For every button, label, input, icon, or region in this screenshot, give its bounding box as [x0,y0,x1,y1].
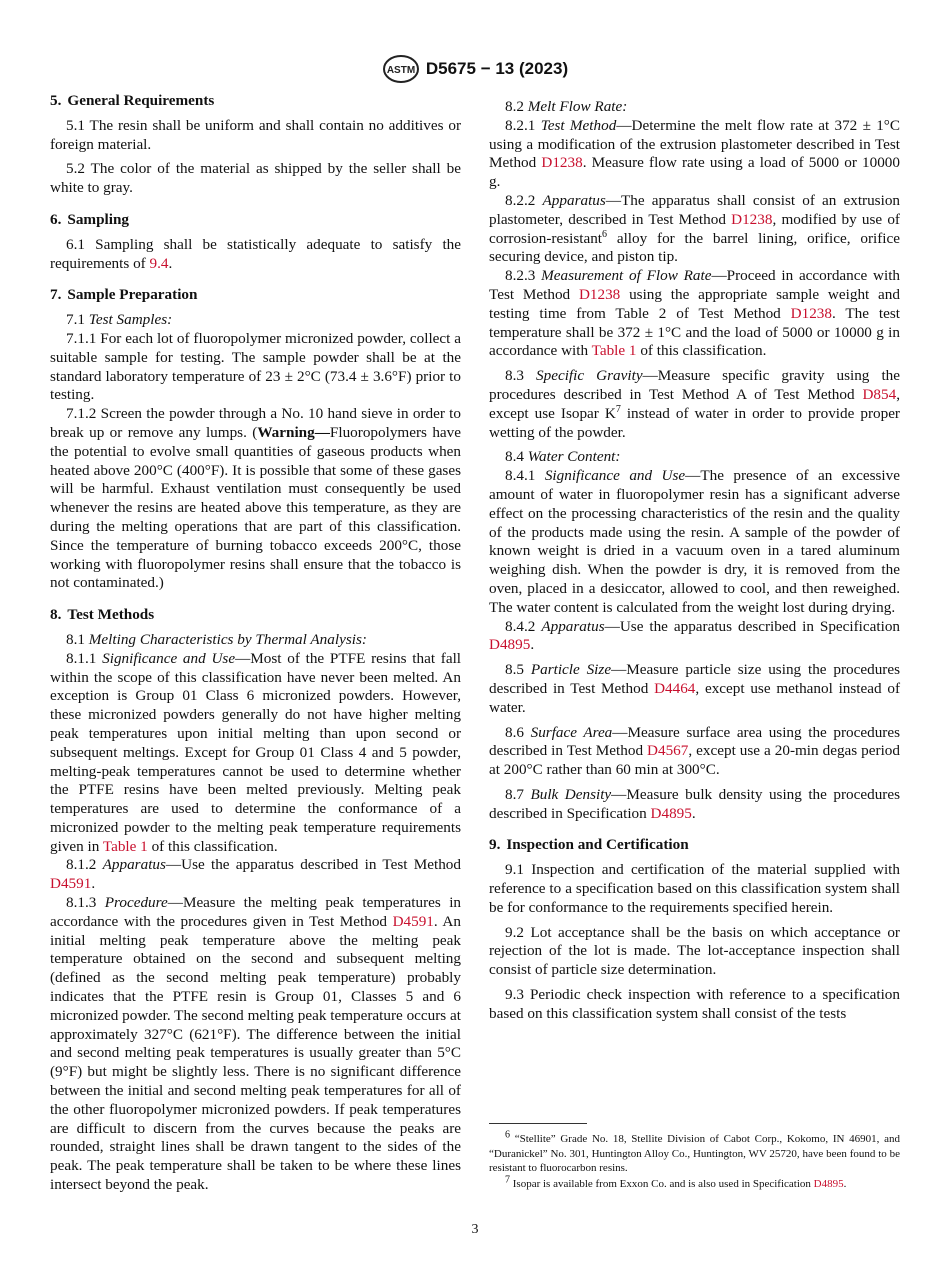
paragraph-8-4-2: 8.4.2 Apparatus—Use the apparatus described in Specification D4895. [489,617,901,654]
link-d4591[interactable]: D4591 [50,875,92,893]
link-d1238[interactable]: D1238 [578,285,621,303]
link-d4567[interactable]: D4567 [647,742,689,760]
paragraph-8-6: 8.6 Surface Area—Measure surface area using the procedures described in Test Method D4567, except use a 20-min degas period at 200°C rather than 60 min at 300°C. [489,723,901,779]
paragraph-8-2-2: 8.2.2 Apparatus—The apparatus shall consist of an extrusion plastometer, described in Test Method D1238, modified by use of corrosion-resistant$^6$ alloy for the barrel lining, orifice, orifice securing device, and piston tip. [489,191,901,266]
left-column [50,92,461,1195]
paragraph-5-1: 5.1 The resin shall be uniform and shall contain no additives or foreign material. [50,116,461,153]
section-5-heading: 5. General Requirements [50,92,215,109]
paragraph-9-2: 9.2 Lot acceptance shall be the basis on which acceptance or rejection of the lot is made. The lot-acceptance inspection shall consist of particle size determination. [489,923,900,979]
paragraph-7-1-1: 7.1.1 For each lot of fluoropolymer micronized powder, collect a suitable sample for testing. The sample powder shall be at the standard laboratory temperature of 23 ± 2°C (73.4 ± 3.6°F) prior to testing. [50,329,461,404]
section-6-heading: 6. Sampling [50,210,130,228]
link-table-1[interactable]: Table 1 [102,837,148,855]
link-d4591[interactable]: D4591 [392,912,434,930]
section-7-heading: 7. Sample Preparation [50,286,198,304]
footnote-ref-6[interactable]: 6 [602,228,608,240]
section-9-heading: 9. Inspection and Certification [489,836,689,854]
page-header [0,52,950,86]
svg-text:ASTM: ASTM [386,65,416,76]
paragraph-8-4-1: 8.4.1 Significance and Use—The presence of an excessive amount of water in fluoropolymer resin has a significant adverse effect on the processing characteristics of the resin and the quality of the products made using the resin. A sample of the powder of known weight is dried in a vacuum oven in a tared aluminum weighing dish. When the powder is dry, it is removed from the oven, placed in a desiccator, allowed to cool, and then reweighed. The water content is calculated from the weight lost during drying. [489,467,900,616]
paragraph-6-1: 6.1 Sampling shall be statistically adequate to satisfy the requirements of 9.4. [50,235,461,272]
paragraph-8-1: 8.1 Melting Characteristics by Thermal Analysis: [66,630,367,648]
paragraph-7-1: 7.1 Test Samples: [66,311,173,329]
link-table-1[interactable]: Table 1 [591,342,637,360]
link-d4464[interactable]: D4464 [654,679,696,697]
link-d1238[interactable]: D1238 [541,154,583,172]
document-designation: D5675 − 13 (2023) [425,59,569,78]
link-d4895[interactable]: D4895 [813,1178,844,1190]
link-d4895[interactable]: D4895 [650,804,692,822]
paragraph-8-2: 8.2 Melt Flow Rate: [505,98,628,115]
paragraph-8-4: 8.4 Water Content: [505,448,621,466]
link-d4895[interactable]: D4895 [489,636,531,654]
paragraph-8-1-2: 8.1.2 Apparatus—Use the apparatus described in Test Method D4591. [50,856,461,893]
link-9-4[interactable]: 9.4 [149,254,169,272]
link-d854[interactable]: D854 [862,385,897,403]
paragraph-7-1-2: 7.1.2 Screen the powder through a No. 10 hand sieve in order to break up or remove any lumps. (Warning—Fluoropolymers have the potential to evolve small quantities of gaseous products when heated above 200°C (400°F). It is possible that some of these gases will be harmful. Exhaust ventilation must consequently be used whenever the resins are heated above this temperature, as they are during the melting operations that are part of this classification. Since the temperature of burning tobacco exceeds 200°C, those working with fluoropolymer resins shall ensure that the tobacco is not contaminated.) [50,405,461,592]
paragraph-8-2-1: 8.2.1 Test Method—Determine the melt flow rate at 372 ± 1°C using a modification of the extrusion plastometer described in Test Method D1238. Measure flow rate using a load of 5000 or 10000 g. [489,116,901,191]
link-d1238[interactable]: D1238 [790,304,832,322]
paragraph-9-1: 9.1 Inspection and certification of the material supplied with reference to a specification based on this classification system shall be for conformance to the requirements specified herein. [489,861,900,916]
paragraph-5-2: 5.2 The color of the material as shipped by the seller shall be white to gray. [50,160,461,197]
astm-logo-icon [382,54,420,84]
footnote-ref-7[interactable]: 7 [615,403,621,415]
paragraph-8-7: 8.7 Bulk Density—Measure bulk density using the procedures described in Specification D4895. [489,785,900,822]
paragraph-8-3: 8.3 Specific Gravity—Measure specific gravity using the procedures described in Test Method A of Test Method D854, except use Isopar $K^7$ instead of water in order to provide proper wetting of the powder. [489,367,901,441]
paragraph-8-1-3: 8.1.3 Procedure—Measure the melting peak temperatures in accordance with the procedures given in Test Method D4591. An initial melting peak temperature above the melting peak temperature obtained on the second and subsequent melting (defined as the second melting peak temperature) probably indicates that the PTFE resin is Group 01, Classes 5 and 6 micronized powder. The second melting peak temperature occurs at approximately 327°C (621°F). The difference between the initial and second melting peak temperatures is usually greater than 5°C (9°F) but might be slightly less. There is no significant difference between the initial and second melting peak temperatures for all of the other fluoropolymer micronized powders. If peak temperatures are difficult to discern from the curves because the peaks are rounded, straight lines shall be drawn tangent to the sides of the peak. The peak temperature shall be taken to be where these lines intersect beyond the peak. [50,894,462,1194]
footnote-6: $^6$ “Stellite” Grade No. 18, Stellite Division of Cabot Corp., Kokomo, IN 46901, and “Duranickel” No. 301, Huntington Alloy Co., Huntington, WV 25720, have been found to be resistant to fluorocarbon resins. [489,1129,900,1174]
footnote-divider [489,1123,587,1124]
link-d1238[interactable]: D1238 [731,210,773,228]
footnote-7: $^7$ Isopar is available from Exxon Co. and is also used in Specification D4895. [505,1174,847,1190]
page-number: 3 [471,1222,479,1237]
section-8-heading: 8. Test Methods [50,606,155,624]
paragraph-8-1-1: 8.1.1 Significance and Use—Most of the PTFE resins that fall within the scope of this classification have never been melted. An exception is Group 01 Class 6 micronized powders. However, these micronized powders generally do not have higher melting peak temperatures upon initial melting than upon second or subsequent meltings. Except for Group 01 Class 4 and 5 powder, melting-peak temperatures cannot be used to determine whether the PTFE resins have been melted previously. Melting peak temperatures are used to determine the conformance of a micronized powder to the melting peak temperature requirements given in Table 1 of this classification. [50,649,462,855]
paragraph-9-3: 9.3 Periodic check inspection with reference to a specification based on this classification system shall consist of the tests [489,986,900,1022]
right-column [489,92,900,1024]
paragraph-8-5: 8.5 Particle Size—Measure particle size using the procedures described in Test Method D4464, except use methanol instead of water. [489,661,900,716]
paragraph-8-2-3: 8.2.3 Measurement of Flow Rate—Proceed in accordance with Test Method D1238 using the appropriate sample weight and testing time from Table 2 of Test Method D1238. The test temperature shall be 372 ± 1°C and the load of 5000 or 10000 g in accordance with Table 1 of this classification. [489,267,901,360]
